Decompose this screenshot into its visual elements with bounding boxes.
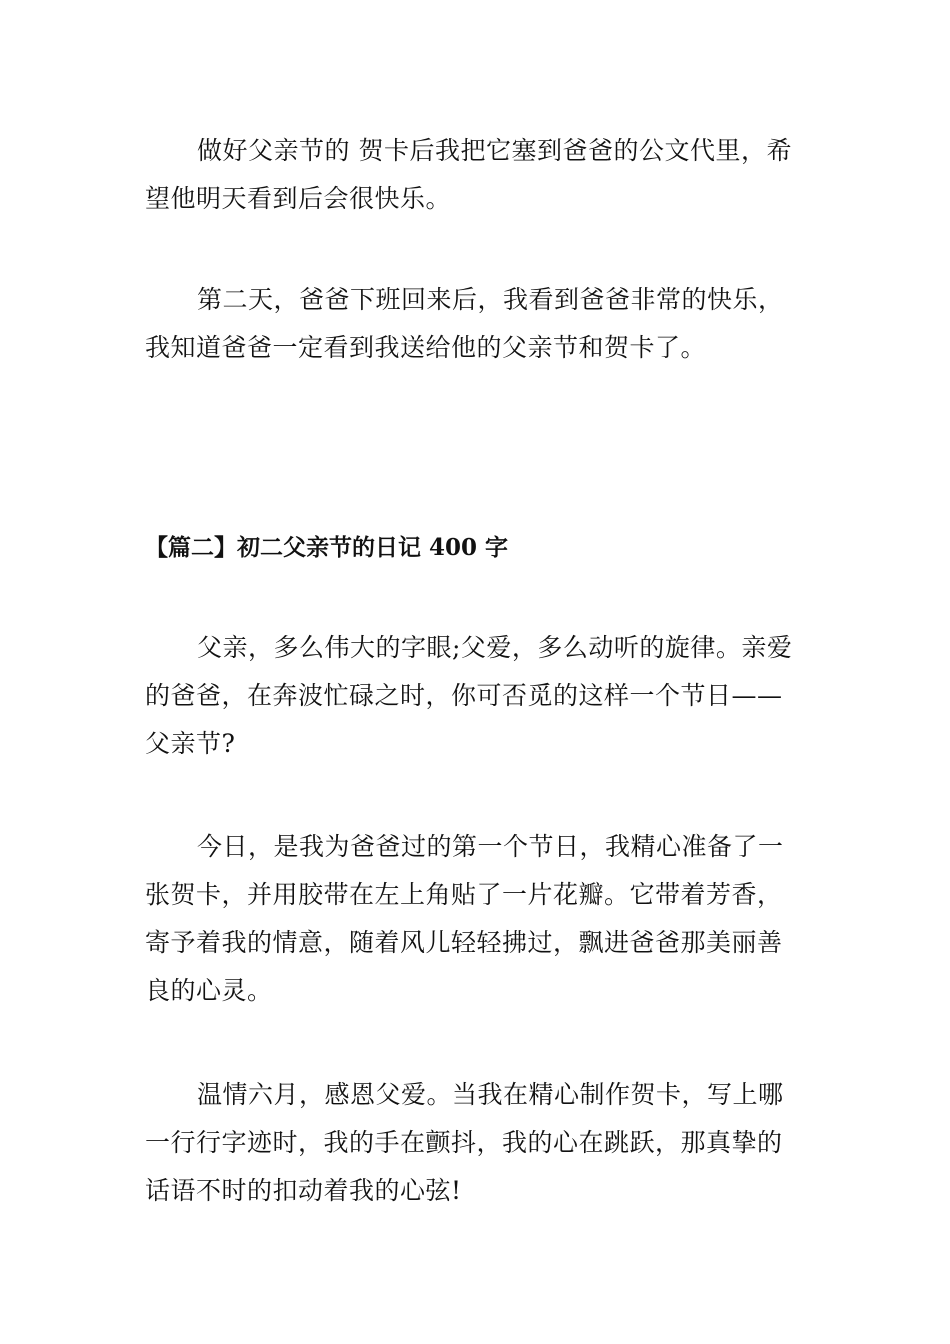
paragraph-june-gratitude: 温情六月，感恩父爱。当我在精心制作贺卡，写上哪一行行字迹时，我的手在颤抖，我的心在跳跃，那真挚的话语不时的扣动着我的心弦!: [145, 1080, 784, 1205]
paragraph-greeting-card: 今日，是我为爸爸过的第一个节日，我精心准备了一张贺卡，并用胶带在左上角贴了一片花瓣。它带着芳香，寄予着我的情意，随着风儿轻轻拂过，飘进爸爸那美丽善良的心灵。: [145, 832, 784, 1005]
paragraph-father-love: 父亲，多么伟大的字眼;父爱，多么动听的旋律。亲爱的爸爸，在奔波忙碌之时，你可否觅的这样一个节日——父亲节?: [145, 633, 793, 758]
paragraph-card-in-briefcase: 做好父亲节的 贺卡后我把它塞到爸爸的公文代里，希望他明天看到后会很快乐。: [145, 136, 792, 213]
section-heading: 【篇二】初二父亲节的日记 400 字: [145, 534, 509, 561]
paragraph-next-day: 第二天，爸爸下班回来后，我看到爸爸非常的快乐，我知道爸爸一定看到我送给他的父亲节和贺卡了。: [145, 285, 784, 362]
